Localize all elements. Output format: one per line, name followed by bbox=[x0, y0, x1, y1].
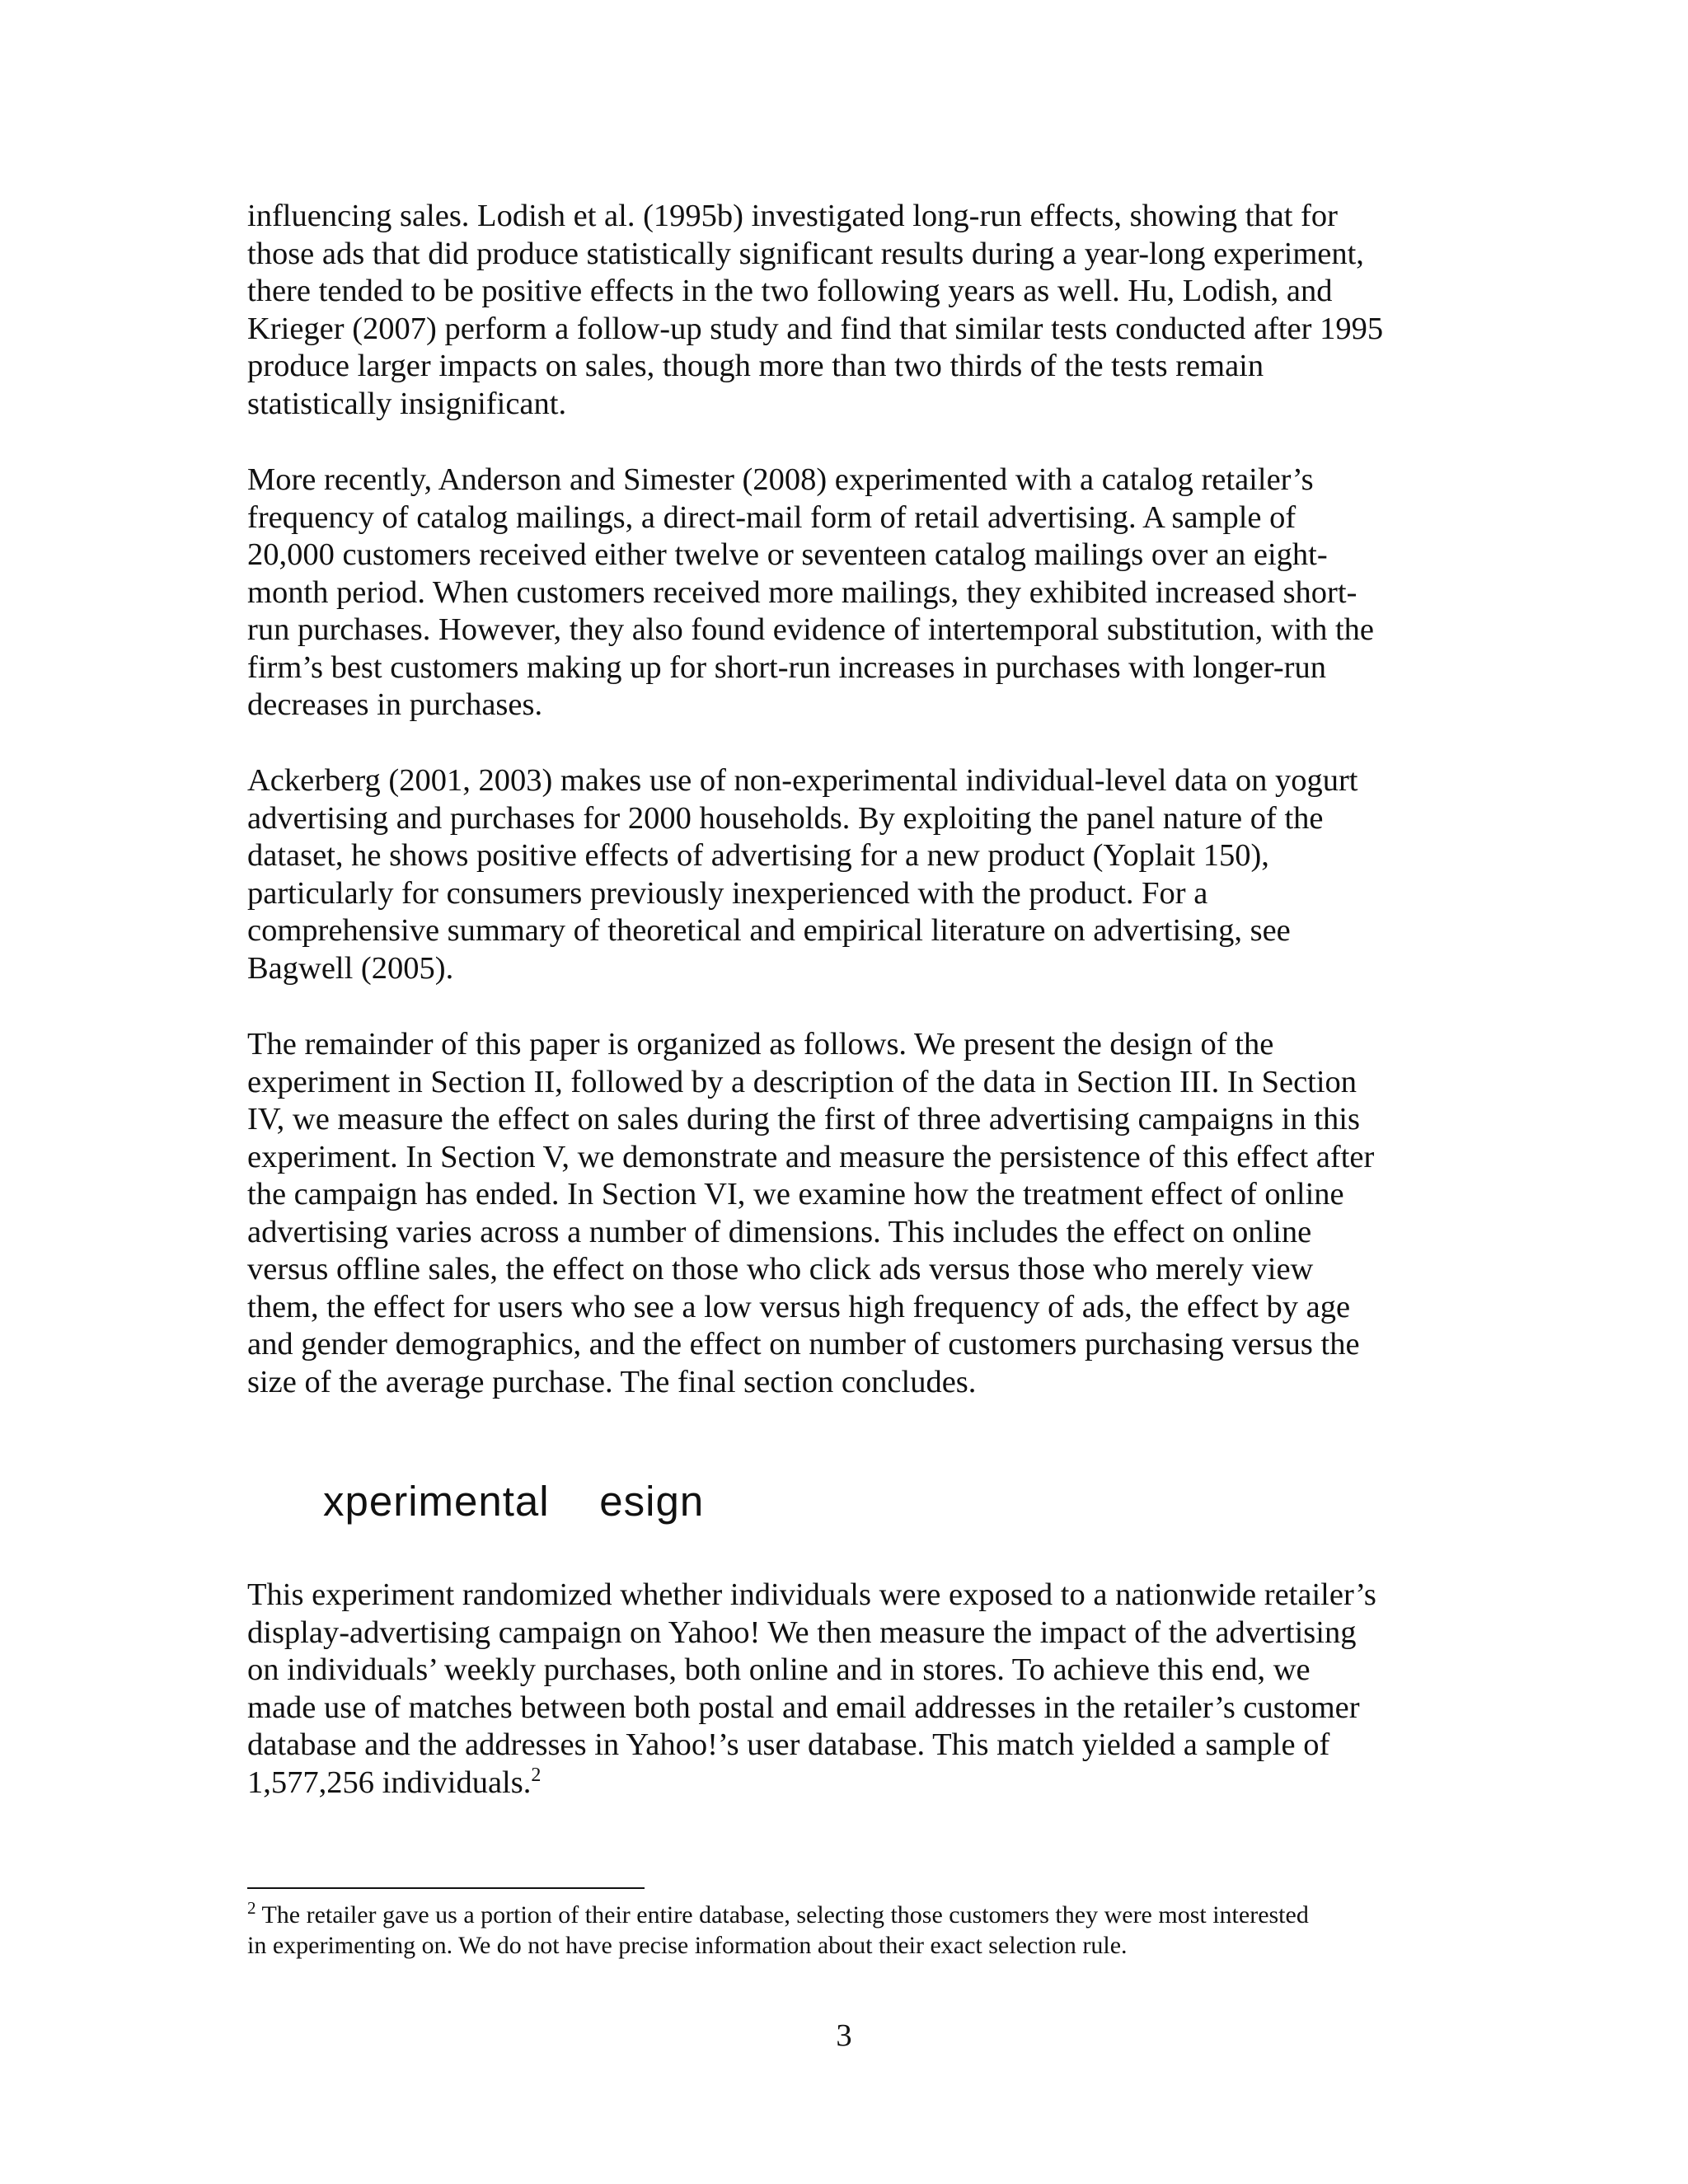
footnote-text: The retailer gave us a portion of their entire database, selecting those customers they were most interested in experimenting on. We do not have precise information about their exact selection rule. bbox=[247, 1901, 1309, 1959]
body-paragraph-2: More recently, Anderson and Simester (2008) experimented with a catalog retailer’s frequency of catalog mailings, a direct-mail form of retail advertising. A sample of 20,000 customers received either twelve or seventeen catalog mailings over an eight- month period. When customers received more mailings, they exhibited increased short- run purchases. However, they also found evidence of intertemporal substitution, with the firm’s best customers making up for short-run increases in purchases with longer-run decreases in purchases. bbox=[247, 462, 1374, 722]
footnote-divider bbox=[247, 1887, 645, 1889]
footnote bbox=[247, 1900, 1442, 1961]
footnote-reference: 2 bbox=[531, 1764, 542, 1786]
body-paragraph-3: Ackerberg (2001, 2003) makes use of non-experimental individual-level data on yogurt advertising and purchases for 2000 households. By exploiting the panel nature of the dataset, he shows positive effects of advertising for a new product (Yoplait 150), particularly for consumers previously inexperienced with the product. For a comprehensive summary of theoretical and empirical literature on advertising, see Bagwell (2005). bbox=[247, 763, 1358, 986]
page-number: 3 bbox=[836, 2018, 852, 2053]
section-heading: xperimental esign bbox=[323, 1478, 705, 1525]
footnote-marker: 2 bbox=[247, 1898, 256, 1918]
section-paragraph bbox=[247, 1577, 1442, 1802]
section-paragraph-text: This experiment randomized whether individuals were exposed to a nationwide retailer’s display-advertising campaign on Yahoo! We then measure the impact of the advertising on individuals’ weekly purchases, both online and in stores. To achieve this end, we made use of matches between both postal and email addresses in the retailer’s customer database and the addresses in Yahoo!’s user database. This match yielded a sample of 1,577,256 individuals. bbox=[247, 1577, 1376, 1800]
body-paragraph-4: The remainder of this paper is organized as follows. We present the design of the experiment in Section II, followed by a description of the data in Section III. In Section IV, we measure the effect on sales during the first of three advertising campaigns in this experiment. In Section V, we demonstrate and measure the persistence of this effect after the campaign has ended. In Section VI, we examine how the treatment effect of online advertising varies across a number of dimensions. This includes the effect on online versus offline sales, the effect on those who click ads versus those who merely view them, the effect for users who see a low versus high frequency of ads, the effect by age and gender demographics, and the effect on number of customers purchasing versus the size of the average purchase. The final section concludes. bbox=[247, 1027, 1375, 1399]
body-paragraph-1: influencing sales. Lodish et al. (1995b) investigated long-run effects, showing that for those ads that did produce statistically significant results during a year-long experiment, there tended to be positive effects in the two following years as well. Hu, Lodish, and Krieger (2007) perform a follow-up study and find that similar tests conducted after 1995 produce larger impacts on sales, though more than two thirds of the tests remain statistically insignificant. bbox=[247, 199, 1384, 421]
